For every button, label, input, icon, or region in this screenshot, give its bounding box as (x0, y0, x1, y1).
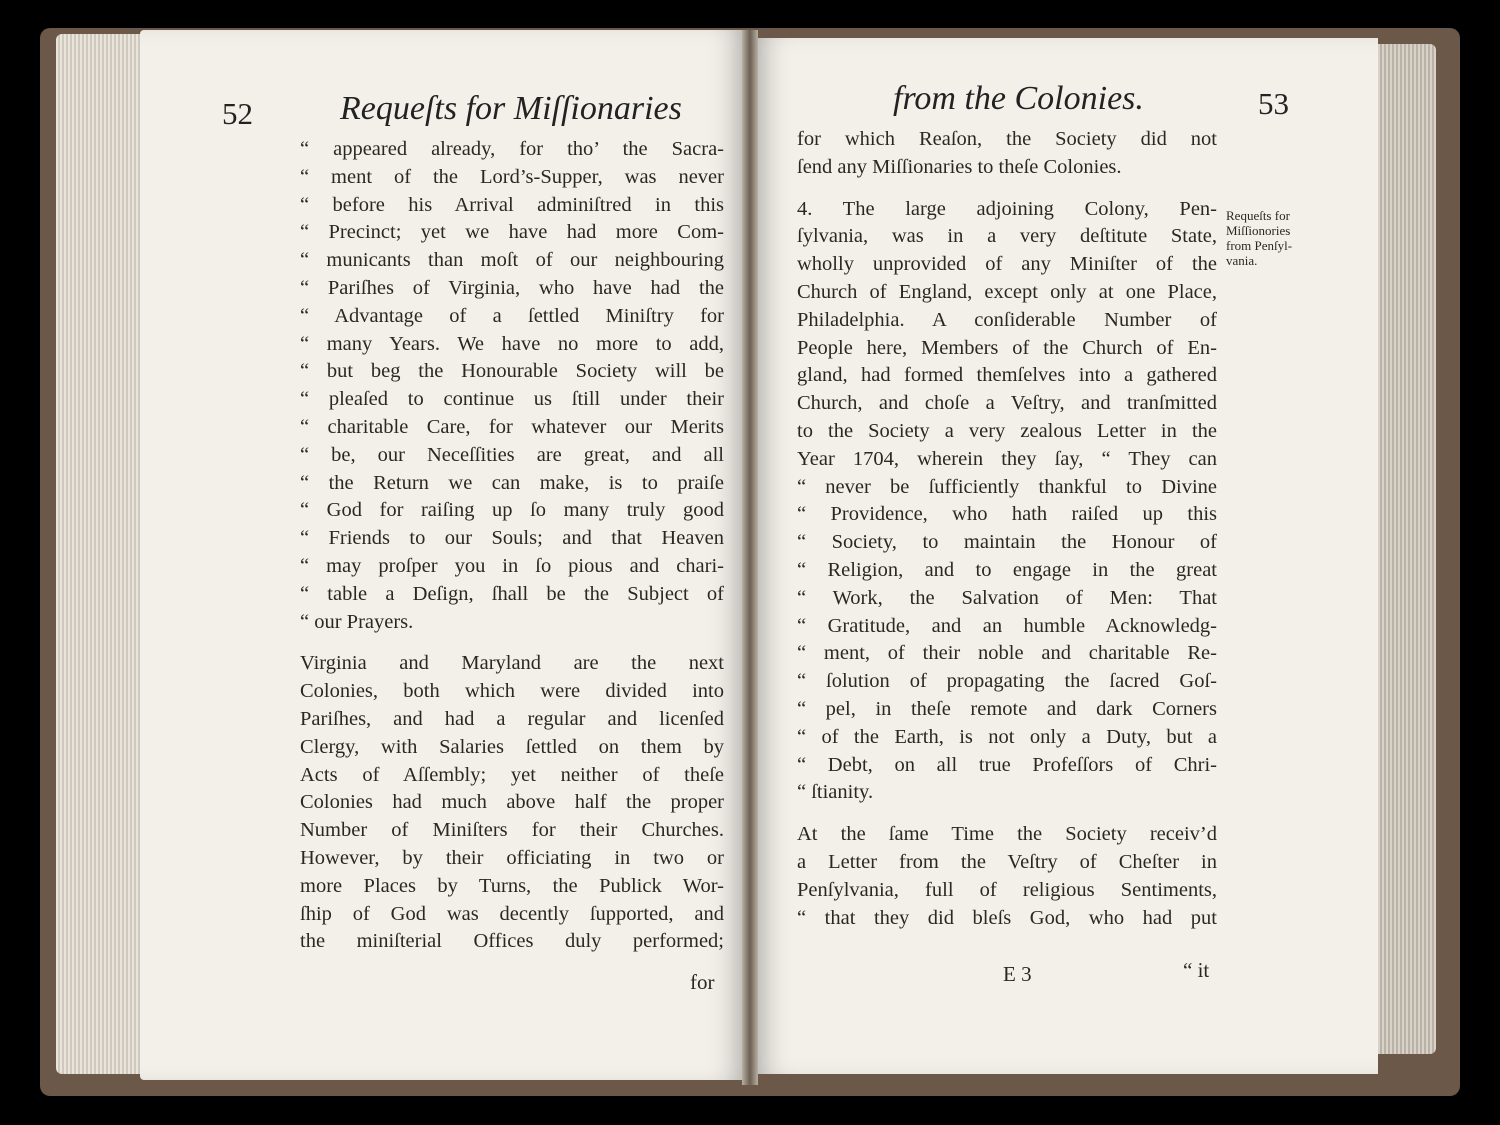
right-running-head: from the Colonies. (893, 80, 1144, 117)
left-text-block (300, 136, 724, 956)
margin-note-line: vania. (1226, 253, 1258, 268)
text-line: “ Religion, and to engage in the great (797, 558, 1217, 581)
text-line: “ God for raiſing up ſo many truly good (300, 499, 724, 522)
text-line: Colonies, both which were divided into (300, 680, 724, 703)
left-catchword: for (690, 970, 715, 994)
text-line: the miniſterial Offices duly performed; (300, 930, 724, 953)
right-text-block (797, 126, 1217, 932)
text-line: “ Gratitude, and an humble Acknowledg- (797, 614, 1217, 637)
text-line: “ Society, to maintain the Honour of (797, 531, 1217, 554)
text-line: ſhip of God was decently ſupported, and (300, 902, 724, 925)
left-running-head: Requeſts for Miſſionaries (340, 90, 682, 127)
text-line: “ before his Arrival adminiſtred in this (300, 193, 724, 216)
text-line: “ municants than moſt of our neighbouring (300, 249, 724, 272)
text-line: “ Advantage of a ſettled Miniſtry for (300, 304, 724, 327)
text-line: “ that they did bleſs God, who had put (797, 906, 1217, 929)
text-line: People here, Members of the Church of En- (797, 336, 1217, 359)
text-line: Acts of Aſſembly; yet neither of theſe (300, 763, 724, 786)
text-line: a Letter from the Veſtry of Cheſter in (797, 850, 1217, 873)
text-line: 4. The large adjoining Colony, Pen- (797, 197, 1217, 220)
right-catchword: “ it (1183, 958, 1210, 982)
text-line: ſend any Miſſionaries to theſe Colonies. (797, 155, 1122, 178)
text-line: to the Society a very zealous Letter in the (797, 419, 1217, 442)
text-line: Clergy, with Salaries ſettled on them by (300, 735, 724, 758)
signature-mark: E 3 (1003, 962, 1032, 986)
text-line: for which Reaſon, the Society did not (797, 128, 1217, 150)
text-line: “ be, our Neceſſities are great, and all (300, 443, 724, 466)
text-line: “ Precinct; yet we have had more Com- (300, 221, 724, 244)
text-line: “ Providence, who hath raiſed up this (797, 503, 1217, 526)
text-line: Year 1704, wherein they ſay, “ They can (797, 447, 1217, 470)
text-line: “ may proſper you in ſo pious and chari- (300, 554, 724, 577)
text-line: “ but beg the Honourable Society will be (300, 360, 724, 383)
text-line: “ pel, in theſe remote and dark Corners (797, 697, 1217, 720)
margin-note-line: Miſſionories (1226, 223, 1291, 238)
text-line: gland, had formed themſelves into a gathered (797, 364, 1217, 387)
text-line: ſylvania, was in a very deſtitute State, (797, 225, 1217, 248)
text-line: “ never be ſufficiently thankful to Divine (797, 475, 1217, 498)
text-line: more Places by Turns, the Publick Wor- (300, 874, 724, 897)
text-line: Church of England, except only at one Place, (797, 280, 1217, 303)
text-line: “ charitable Care, for whatever our Merits (300, 415, 724, 438)
page-edges-left (56, 34, 146, 1074)
text-line: “ ſtianity. (797, 781, 874, 804)
text-line: Colonies had much above half the proper (300, 791, 724, 814)
text-line: Pariſhes, and had a regular and licenſed (300, 707, 724, 730)
text-line: Church, and choſe a Veſtry, and tranſmitted (797, 392, 1217, 415)
text-line: “ of the Earth, is not only a Duty, but a (797, 725, 1217, 748)
page-edges-right (1370, 44, 1436, 1054)
text-line: “ ment of the Lord’s-Supper, was never (300, 165, 724, 188)
text-line: “ ment, of their noble and charitable Re- (797, 642, 1217, 665)
text-line: However, by their officiating in two or (300, 846, 724, 869)
left-page-number: 52 (222, 96, 253, 131)
margin-note (1226, 208, 1316, 268)
text-line: Virginia and Maryland are the next (300, 652, 724, 675)
text-line: “ ſolution of propagating the ſacred Goſ- (797, 670, 1217, 693)
text-line: Number of Miniſters for their Churches. (300, 819, 724, 842)
right-page-number: 53 (1258, 86, 1289, 121)
text-line: At the ſame Time the Society receiv’d (797, 823, 1217, 846)
text-line: “ pleaſed to continue us ſtill under their (300, 388, 724, 411)
text-line: “ Friends to our Souls; and that Heaven (300, 527, 724, 550)
text-line: “ Pariſhes of Virginia, who have had the (300, 276, 724, 299)
text-line: “ table a Deſign, ſhall be the Subject of (300, 582, 724, 605)
text-line: “ our Prayers. (300, 610, 414, 633)
text-line: “ appeared already, for tho’ the Sacra- (300, 138, 724, 160)
text-line: Penſylvania, full of religious Sentiments, (797, 878, 1217, 901)
book-gutter (742, 30, 758, 1085)
text-line: wholly unprovided of any Miniſter of the (797, 253, 1217, 276)
text-line: Philadelphia. A conſiderable Number of (797, 308, 1217, 331)
margin-note-line: Requeſts for (1226, 208, 1290, 223)
margin-note-line: from Penſyl- (1226, 238, 1293, 253)
text-line: “ Work, the Salvation of Men: That (797, 586, 1217, 609)
text-line: “ the Return we can make, is to praiſe (300, 471, 724, 494)
text-line: “ Debt, on all true Profeſſors of Chri- (797, 753, 1217, 776)
text-line: “ many Years. We have no more to add, (300, 332, 724, 355)
